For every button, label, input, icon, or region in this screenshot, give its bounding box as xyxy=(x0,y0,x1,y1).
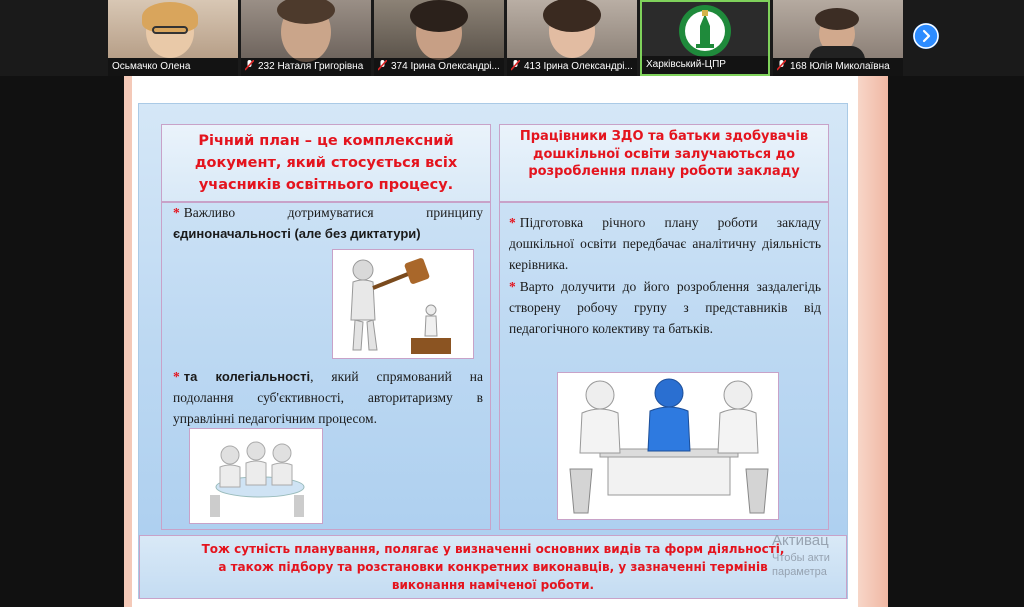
participant-name: 413 Ірина Олександрі... xyxy=(507,58,637,76)
participant-video xyxy=(374,0,504,58)
right-slide-title: Працівники ЗДО та батьки здобувачів дошкільної освіти залучаються до розроблення плану роботи закладу xyxy=(499,124,829,202)
participant-tile[interactable] xyxy=(507,0,637,76)
asterisk-bullet-icon: * xyxy=(173,369,180,384)
people-at-table-icon xyxy=(190,429,323,524)
gavel-figure-icon xyxy=(333,250,474,359)
participant-name: Осьмачко Олена xyxy=(108,58,238,76)
participant-video xyxy=(773,0,903,58)
participant-name: 232 Наталя Григорівна xyxy=(241,58,371,76)
participant-tile[interactable] xyxy=(374,0,504,76)
participant-video xyxy=(108,0,238,58)
slide-footer-conclusion: Тож сутність планування, полягає у визначенні основних видів та форм діяльності, а також підбору та розстановки конкретних виконавців, у зазначенні термінів виконання наміченої роботи. xyxy=(139,535,847,599)
asterisk-bullet-icon: * xyxy=(509,215,516,230)
participant-name: 168 Юлія Миколаївна xyxy=(773,58,903,76)
left-bullet-2: * та колегіальності, який спрямований на подолання суб'єктивності, авторитаризму в управлінні педагогічним процесом. xyxy=(173,369,483,426)
team-meeting-illustration xyxy=(189,428,323,524)
participant-video xyxy=(642,2,770,60)
chevron-right-icon xyxy=(913,23,939,49)
participant-strip xyxy=(0,0,1024,76)
muted-mic-icon xyxy=(777,60,786,71)
muted-mic-icon xyxy=(245,60,254,71)
activation-watermark-line: параметра xyxy=(772,566,827,578)
participant-tile[interactable] xyxy=(241,0,371,76)
muted-mic-icon xyxy=(511,60,520,71)
asterisk-bullet-icon: * xyxy=(173,205,180,220)
right-bullet-1: * Підготовка річного плану роботи закладу дошкільної освіти передбачає аналітичну діяльність керівника. xyxy=(509,215,821,272)
muted-mic-icon xyxy=(378,60,387,71)
activation-watermark-line: Чтобы акти xyxy=(772,552,830,564)
shared-screen xyxy=(0,76,1024,607)
three-people-at-table-icon xyxy=(558,373,779,520)
left-slide-title: Річний план – це комплексний документ, який стосується всіх учасників освітнього процесу. xyxy=(161,124,491,202)
gavel-illustration xyxy=(332,249,474,359)
next-page-button[interactable] xyxy=(913,23,939,49)
participant-video xyxy=(507,0,637,58)
participant-tile[interactable] xyxy=(108,0,238,76)
activation-watermark-title: Активац xyxy=(772,532,829,549)
left-bullet-1: * Важливо дотримуватися принципу єдиноначальності (але без диктатури) xyxy=(173,205,483,241)
participant-name: Харківський-ЦПР xyxy=(642,56,768,74)
participant-name: 374 Ірина Олександрі... xyxy=(374,58,504,76)
meeting-table-illustration xyxy=(557,372,779,520)
presentation-edge xyxy=(124,76,132,607)
participant-video xyxy=(241,0,371,58)
organization-logo xyxy=(672,4,738,58)
presentation-edge xyxy=(858,76,888,607)
right-bullet-2: * Варто долучити до його розроблення заздалегідь створену робочу групу з представників від педагогічного колективу та батьків. xyxy=(509,279,821,336)
participant-tile[interactable] xyxy=(773,0,903,76)
asterisk-bullet-icon: * xyxy=(509,279,516,294)
participant-tile-active-speaker[interactable] xyxy=(640,0,770,76)
presentation-slide xyxy=(138,103,848,599)
